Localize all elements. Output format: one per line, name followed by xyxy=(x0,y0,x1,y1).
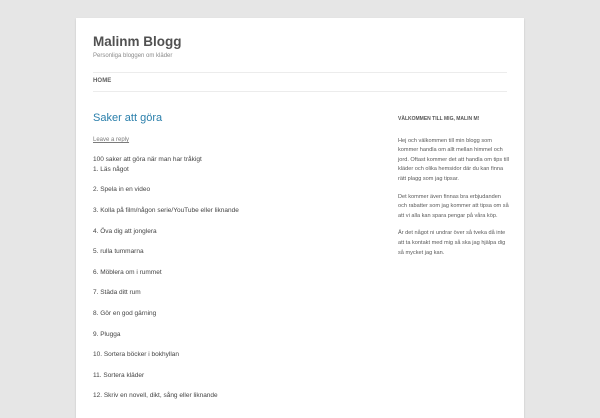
widget-paragraph: Hej och välkommen till min blogg som kommer handla om allt mellan himmel och jord. Oftast kommer det att handla om tips till kläder och olika hemsidor där du kan finna rätt plagg som jag tipsar. xyxy=(398,137,509,182)
widget-title: VÄLKOMMEN TILL MIG, MALIN M! xyxy=(398,116,480,122)
nav-item-home[interactable]: HOME xyxy=(93,78,112,84)
list-item: 12. Skriv en novell, dikt, sång eller liknande xyxy=(93,392,218,400)
list-item: 9. Plugga xyxy=(93,330,121,338)
list-item: 3. Kolla på film/någon serie/YouTube eller liknande xyxy=(93,206,239,214)
widget-paragraph: Är det något ni undrar över så tveka då inte att ta kontakt med mig så ska jag hjälpa dig så mycket jag kan. xyxy=(398,230,506,256)
list-item: 8. Gör en god gärning xyxy=(93,309,157,317)
post-title[interactable]: Saker att göra xyxy=(93,112,163,124)
post-intro: 100 saker att göra när man har tråkigt xyxy=(93,156,202,163)
post-content xyxy=(93,155,363,412)
main-navigation xyxy=(93,72,507,92)
list-item: 5. rulla tummarna xyxy=(93,248,144,256)
site-title[interactable]: Malinm Blogg xyxy=(93,34,182,49)
site-tagline: Personliga bloggen om kläder xyxy=(93,53,173,59)
page-container xyxy=(76,18,524,418)
list-item: 1. Läs något xyxy=(93,165,129,173)
sidebar-widget xyxy=(398,115,510,266)
widget-paragraph: Det kommer även finnas bra erbjudanden och rabatter som jag kommer att tipsa om så att vi alla kan spara pengar på våra köp. xyxy=(398,193,509,219)
list-item: 6. Möblera om i rummet xyxy=(93,268,162,276)
list-item: 4. Öva dig att jonglera xyxy=(93,227,157,235)
list-item: 2. Spela in en video xyxy=(93,186,151,194)
list-item: 10. Sortera böcker i bokhyllan xyxy=(93,351,179,359)
list-item: 11. Sortera kläder xyxy=(93,371,145,379)
leave-reply-link[interactable]: Leave a reply xyxy=(93,137,130,143)
list-item: 7. Städa ditt rum xyxy=(93,289,141,297)
